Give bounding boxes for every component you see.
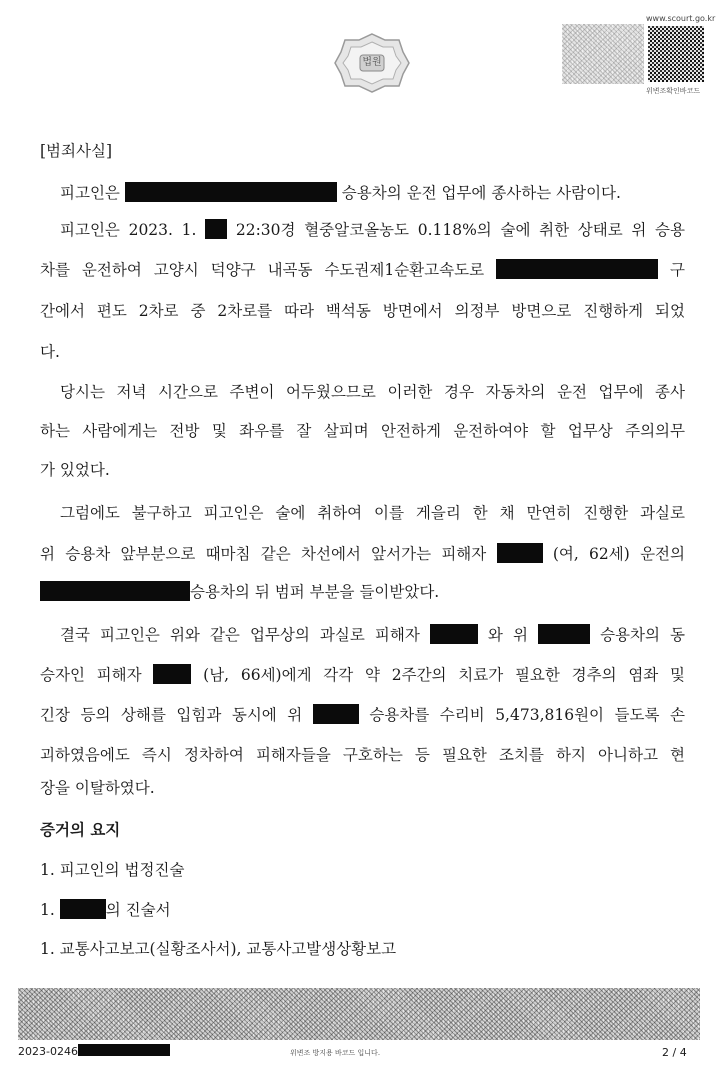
p4-line2: [40, 542, 685, 566]
anti-forgery-barcode: [18, 988, 700, 1040]
text: 승자인 피해자: [40, 666, 142, 684]
redaction-box: [538, 624, 590, 644]
redaction-box: [205, 219, 227, 239]
p5-line4: 괴하였음에도 즉시 정차하여 피해자들을 구호하는 등 필요한 조치를 하지 아니하고 현: [40, 746, 685, 764]
text: 승용차의 뒤 범퍼 부분을 들이받았다.: [190, 583, 440, 601]
evidence-item-2: [40, 898, 171, 922]
text: 2023-0246: [18, 1045, 78, 1058]
p2-line4: 다.: [40, 343, 60, 361]
redaction-box: [430, 624, 478, 644]
text: 결국 피고인은 위와 같은 업무상의 과실로 피해자: [60, 626, 420, 644]
text: 피고인은 2023. 1.: [60, 221, 197, 239]
qr-caption: 위변조확인바코드: [646, 87, 701, 95]
redaction-box: [153, 664, 191, 684]
evidence-item-3: 1. 교통사고보고(실황조사서), 교통사고발생상황보고: [40, 940, 397, 958]
p5-line5: 장을 이탈하였다.: [40, 779, 155, 797]
redaction-box: [313, 704, 359, 724]
p4-line1: 그럼에도 불구하고 피고인은 술에 취하여 이를 게을리 한 채 만연히 진행한 과실로: [60, 504, 685, 522]
redaction-box: [78, 1044, 170, 1056]
p5-line2: [40, 663, 685, 687]
text: 차를 운전하여 고양시 덕양구 내곡동 수도권제1순환고속도로: [40, 261, 485, 279]
text: 승용차를 수리비 5,473,816원이 들도록 손: [369, 706, 685, 724]
qr-site-label: www.scourt.go.kr: [646, 14, 716, 23]
text: 승용차의 운전 업무에 종사하는 사람이다.: [341, 184, 621, 202]
p5-line3: [40, 703, 685, 727]
p4-line3: [40, 580, 685, 604]
text: (여, 62세) 운전의: [552, 545, 685, 563]
redaction-box: [496, 259, 658, 279]
text: 긴장 등의 상해를 입힘과 동시에 위: [40, 706, 303, 724]
text: 22:30경 혈중알코올농도 0.118%의 술에 취한 상태로 위 승용: [235, 221, 685, 239]
p2-line1: [60, 218, 685, 242]
seal-text: 법원: [362, 57, 382, 68]
p3-line2: 하는 사람에게는 전방 및 좌우를 잘 살피며 안전하게 운전하여야 할 업무상 주의의무: [40, 422, 685, 440]
p2-line2: [40, 258, 685, 282]
section-title: [범죄사실]: [40, 142, 112, 160]
p3-line1: 당시는 저녁 시간으로 주변이 어두웠으므로 이러한 경우 자동차의 운전 업무에 종사: [60, 383, 685, 401]
redaction-box: [40, 581, 190, 601]
grey-pattern-block: [562, 24, 644, 84]
text: 위 승용차 앞부분으로 때마침 같은 차선에서 앞서가는 피해자: [40, 545, 487, 563]
text: 의 진술서: [105, 901, 171, 919]
p3-line3: 가 있었다.: [40, 461, 110, 479]
redaction-box: [60, 899, 106, 919]
text: 1.: [40, 901, 55, 919]
text: 와 위: [487, 626, 528, 644]
p5-line1: [60, 623, 685, 647]
text: 승용차의 동: [600, 626, 685, 644]
text: 피고인은: [60, 184, 120, 202]
p2-line3: 간에서 편도 2차로 중 2차로를 따라 백석동 방면에서 의정부 방면으로 진행하게 되었: [40, 302, 685, 320]
page-number: 2 / 4: [662, 1046, 687, 1059]
text: 구: [670, 261, 685, 279]
text: (남, 66세)에게 각각 약 2주간의 치료가 필요한 경추의 염좌 및: [203, 666, 685, 684]
qr-code-icon: [646, 24, 706, 84]
redaction-box: [125, 182, 337, 202]
footer-doc-number: [18, 1044, 170, 1059]
evidence-item-1: 1. 피고인의 법정진술: [40, 861, 185, 879]
p1-line1: [60, 181, 685, 205]
evidence-heading: 증거의 요지: [40, 820, 121, 839]
qr-code: [646, 24, 706, 84]
court-seal: [333, 32, 411, 94]
redaction-box: [497, 543, 543, 563]
footer-caption: 위변조 방지용 바코드 입니다.: [290, 1049, 381, 1057]
